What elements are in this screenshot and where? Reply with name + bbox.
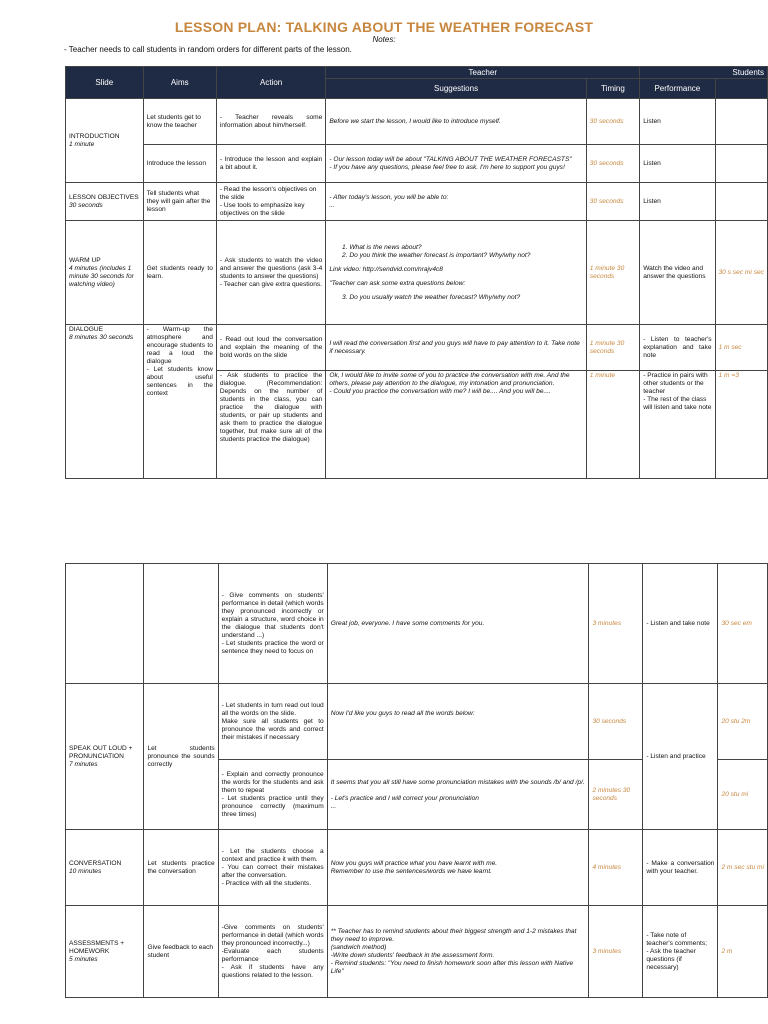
aims-cell: Let students practice the conversation (144, 830, 218, 906)
suggestion-cell (326, 221, 586, 325)
slide-cell (66, 325, 144, 479)
slide-cell (66, 830, 144, 906)
table-row (66, 830, 768, 906)
slide-time: 10 minutes (69, 867, 102, 875)
timing-cell: 1 minute (586, 371, 639, 479)
action-cell: - Introduce the lesson and explain a bit about it. (216, 145, 325, 183)
suggestion-cell: Great job, everyone. I have some comments for you. (327, 564, 589, 684)
aims-cell: Let students pronounce the sounds correctly (144, 684, 218, 830)
timing-cell: 2 minutes 30 seconds (589, 760, 643, 830)
aims-cell: Get students ready to learn. (143, 221, 216, 325)
performance-cell: - Listen and take note (643, 564, 718, 684)
slide-cell (66, 684, 144, 830)
performance-cell: - Make a conversation with your teacher. (643, 830, 718, 906)
performance-cell: Watch the video and answer the questions (640, 221, 715, 325)
action-cell: - Let the students choose a context and practice it with them. - You can correct their mistakes after the conversation. - Practice with all the students. (218, 830, 327, 906)
slide-cell (66, 221, 144, 325)
cut-cell: 20 stu mi (718, 760, 768, 830)
performance-cell: - Take note of teacher's comments; - Ask the teacher questions (if necessary) (643, 906, 718, 998)
performance-cell: - Listen to teacher's explanation and take note (640, 325, 715, 371)
slide-cell (66, 906, 144, 998)
slide-cell (66, 183, 144, 221)
performance-cell: Listen (640, 183, 715, 221)
timing-cell: 4 minutes (589, 830, 643, 906)
suggestion-cell: I will read the conversation first and you guys will have to pay attention to it. Take note if necessary. (326, 325, 586, 371)
table-row (66, 221, 768, 325)
header-students: Students (640, 67, 768, 79)
timing-cell: 30 seconds (589, 684, 643, 760)
lesson-table-1 (65, 66, 768, 479)
suggestion-cell: - Our lesson today will be about "TALKING ABOUT THE WEATHER FORECASTS" - If you have any questions, please feel free to ask. I'm here to support you guys! (326, 145, 586, 183)
slide-name: ASSESSMENTS + HOMEWORK (69, 939, 125, 955)
cut-cell (715, 145, 767, 183)
action-cell: - Give comments on students' performance in detail (which words they pronounced incorrectly or explain a structure, word choice in the dialogue that students don't understand ...) - Let students practice the word or sentence they need to focus on (218, 564, 327, 684)
action-cell: - Let students in turn read out loud all the words on the slide. Make sure all students get to pronounce the words and correct their mistakes if necessary (218, 684, 327, 760)
table-row (66, 99, 768, 145)
suggestion-cell: Now you guys will practice what you have learnt with me. Remember to use the sentences/words we have learnt. (327, 830, 589, 906)
header-performance: Performance (640, 79, 715, 99)
slide-name: DIALOGUE (69, 326, 104, 333)
timing-cell: 1 minute 30 seconds (586, 221, 639, 325)
action-cell: -Give comments on students' performance in detail (which words they pronounced incorrectly...) -Evaluate each students performance - Ask if students have any questions related to the lesson. (218, 906, 327, 998)
suggestion-cell: Before we start the lesson, I would like to introduce myself. (326, 99, 586, 145)
header-timing: Timing (586, 79, 639, 99)
cut-cell: 2 m sec stu mi (718, 830, 768, 906)
suggestion-cell: It seems that you all still have some pronunciation mistakes with the sounds /b/ and /p/. - Let's practice and I will correct your pronunciation ... (327, 760, 589, 830)
cut-cell: 20 stu 2m (718, 684, 768, 760)
timing-cell: 30 seconds (586, 99, 639, 145)
suggestion-cell: ** Teacher has to remind students about their biggest strength and 1-2 mistakes that they need to improve. (sandwich method) -Write down students' feedback in the assessment form. - Remind students: "You need to finish homework soon after this lesson with Native Life" (327, 906, 589, 998)
slide-name: INTRODUCTION (69, 132, 120, 140)
cut-cell: 2 m (718, 906, 768, 998)
slide-time: 30 seconds (69, 201, 103, 209)
header-suggestions: Suggestions (326, 79, 586, 99)
performance-cell: Listen (640, 99, 715, 145)
table-row (66, 183, 768, 221)
aims-cell (144, 564, 218, 684)
cut-cell: 1 m sec (715, 325, 767, 371)
action-cell: - Ask students to practice the dialogue. (Recommendation: Depends on the number of students in the class, you can practice the dialogue with students, or pair up students and ask them to practice the dialogue together, but make sure all of the students practice the dialogue) (216, 371, 325, 479)
aims-cell: - Warm-up the atmosphere and encourage students to read a loud the dialogue - Let students know about useful sentences in the context (143, 325, 216, 479)
table-row (66, 906, 768, 998)
table-row (66, 145, 768, 183)
slide-name: SPEAK OUT LOUD + PRONUNCIATION (69, 744, 133, 760)
timing-cell: 3 minutes (589, 906, 643, 998)
header-action: Action (216, 67, 325, 99)
video-link: Link video: http://sendvid.com/nrajv4c8 (329, 265, 443, 273)
cut-cell (715, 183, 767, 221)
aims-cell: Give feedback to each student (144, 906, 218, 998)
header-extra (715, 79, 767, 99)
lesson-table-2 (65, 563, 768, 998)
performance-cell: Listen (640, 145, 715, 183)
action-cell: - Ask students to watch the video and answer the questions (ask 3-4 students to answer the questions) - Teacher can give extra questions. (216, 221, 325, 325)
aims-cell: Tell students what they will gain after the lesson (143, 183, 216, 221)
suggestion-cell: - After today's lesson, you will be able to: ... (326, 183, 586, 221)
notes-label: Notes: (372, 35, 396, 44)
cut-cell (715, 99, 767, 145)
table-row (66, 325, 768, 371)
action-cell: - Explain and correctly pronounce the words for the students and ask them to repeat - Let students practice until they pronounce correctly (maximum three times) (218, 760, 327, 830)
suggestion-cell: Ok, I would like to invite some of you to practice the conversation with me. And the others, please pay attention to the dialogue, my intonation and pronunciation. - Could you practice the conversation with me? I will be.... And you will be.... (326, 371, 586, 479)
performance-cell: - Listen and practice (643, 684, 718, 830)
header-teacher: Teacher (326, 67, 640, 79)
slide-cell (66, 564, 144, 684)
table-row (66, 564, 768, 684)
cut-cell: 30 s sec mi sec (715, 221, 767, 325)
extra-questions-note: "Teacher can ask some extra questions below: (329, 279, 466, 287)
cut-cell: 1 m =3 (715, 371, 767, 479)
slide-time: 7 minutes (69, 760, 98, 768)
slide-time: 5 minutes (69, 955, 98, 963)
header-slide: Slide (66, 67, 144, 99)
question-2: 2. Do you think the weather forecast is important? Why/why not? (349, 252, 582, 260)
question-1: 1. What is the news about? (349, 244, 582, 252)
slide-name: WARM UP (69, 256, 101, 264)
aims-cell: Let students get to know the teacher (143, 99, 216, 145)
timing-cell: 30 seconds (586, 145, 639, 183)
timing-cell: 1 minute 30 seconds (586, 325, 639, 371)
slide-time: 1 minute (69, 140, 95, 148)
timing-cell: 30 seconds (586, 183, 639, 221)
aims-cell: Introduce the lesson (143, 145, 216, 183)
header-aims: Aims (143, 67, 216, 99)
question-3: 3. Do you usually watch the weather forecast? Why/why not? (349, 294, 582, 302)
slide-cell (66, 99, 144, 183)
slide-time: 4 minutes (includes 1 minute 30 seconds for watching video) (69, 264, 134, 288)
slide-name: LESSON OBJECTIVES (69, 193, 139, 201)
action-cell: - Teacher reveals some information about him/herself. (216, 99, 325, 145)
timing-cell: 3 minutes (589, 564, 643, 684)
action-cell: - Read out loud the conversation and explain the meaning of the bold words on the slide (216, 325, 325, 371)
action-cell: - Read the lesson's objectives on the slide - Use tools to emphasize key objectives on the slide (216, 183, 325, 221)
slide-name: CONVERSATION (69, 859, 122, 867)
performance-cell: - Practice in pairs with other students or the teacher - The rest of the class will listen and take note (640, 371, 715, 479)
note-text: - Teacher needs to call students in random orders for different parts of the lesson. (64, 45, 352, 54)
cut-cell: 30 sec em (718, 564, 768, 684)
table-row (66, 684, 768, 760)
page-title: LESSON PLAN: TALKING ABOUT THE WEATHER FORECAST (174, 19, 594, 35)
suggestion-cell: Now I'd like you guys to read all the words below: (327, 684, 589, 760)
slide-time: 8 minutes 30 seconds (69, 334, 134, 341)
